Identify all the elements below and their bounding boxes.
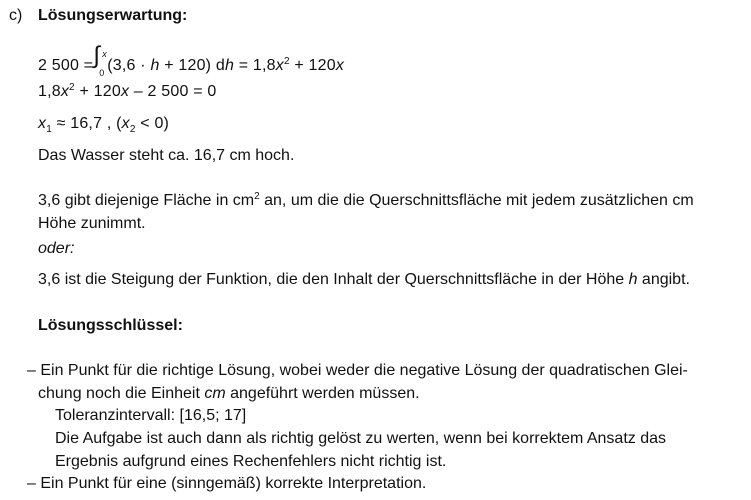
eq1-integrand-end: + 120) d [159, 57, 225, 74]
equation-quadratic [38, 82, 217, 104]
eq3-var-x1: x [38, 115, 47, 132]
interpretation-line-2: Höhe zunimmt. [38, 215, 146, 232]
bullet1-unit-cm: cm [204, 385, 226, 402]
interp1-b: an, um die die Querschnittsfläche mit jedem zusätzlichen cm [259, 192, 694, 209]
answer-text: Das Wasser steht ca. 16,7 cm hoch. [38, 147, 295, 164]
interpretation-line-1 [38, 191, 694, 213]
equation-solution [38, 114, 169, 136]
eq1-rhs-b: + 120 [289, 57, 336, 74]
eq2-b: + 120 [74, 83, 121, 100]
eq3-mid: ≈ 16,7 , ( [51, 115, 122, 132]
note-line-2: Ergebnis aufgrund eines Rechenfehlers nicht richtig ist. [55, 453, 447, 470]
eq1-var-x: x [275, 57, 284, 74]
eq3-subscript-1: 1 [46, 124, 52, 135]
interp1-exponent: 2 [254, 191, 260, 202]
eq3-subscript-2: 2 [129, 124, 136, 135]
eq1-var-h: h [150, 57, 160, 74]
bullet-1-line-1: – Ein Punkt für die richtige Lösung, wobei weder die negative Lösung der quadratischen Glei- [27, 362, 688, 379]
eq2-var-x: x [60, 83, 70, 100]
interp3-b: angibt. [637, 271, 690, 288]
eq1-exponent: 2 [283, 56, 290, 67]
bullet-1-line-2 [38, 384, 420, 404]
eq1-var-x2: x [335, 57, 345, 74]
eq2-var-x2: x [120, 83, 130, 100]
eq1-integrand: (3,6 · [107, 57, 151, 74]
bullet1-line2-b: angeführt werden müssen. [225, 385, 420, 402]
equation-integral [38, 42, 345, 78]
eq2-c: – 2 500 = 0 [129, 83, 217, 100]
interp3-a: 3,6 ist die Steigung der Funktion, die den Inhalt der Querschnittsfläche in der Höhe [38, 271, 629, 288]
integral-lower-limit: 0 [99, 68, 105, 78]
tolerance-interval: Toleranzintervall: [16,5; 17] [55, 407, 247, 424]
eq2-a: 1,8 [38, 83, 61, 100]
section-title: Lösungserwartung: [38, 7, 188, 24]
interp3-var-h: h [628, 271, 638, 288]
eq1-lhs: 2 500 = [38, 57, 94, 74]
bullet1-line2-a: chung noch die Einheit [38, 385, 205, 402]
bullet-2: – Ein Punkt für eine (sinngemäß) korrekte Interpretation. [27, 475, 427, 492]
eq3-var-x2: x [121, 115, 130, 132]
eq2-exponent: 2 [69, 82, 75, 93]
integral-upper-limit: x [102, 49, 107, 59]
part-label: c) [9, 7, 23, 24]
oder-label: oder: [38, 240, 75, 257]
key-title: Lösungsschlüssel: [38, 317, 183, 334]
eq3-end: < 0) [135, 115, 170, 132]
eq1-var-dh: h [224, 57, 235, 74]
interp1-a: 3,6 gibt diejenige Fläche in cm [38, 192, 255, 209]
interpretation-line-3 [38, 270, 690, 290]
eq1-rhs-a: = 1,8 [234, 57, 276, 74]
integral-sign: ∫ x 0 [93, 50, 107, 70]
note-line-1: Die Aufgabe ist auch dann als richtig gelöst zu werten, wenn bei korrektem Ansatz das [55, 430, 667, 447]
